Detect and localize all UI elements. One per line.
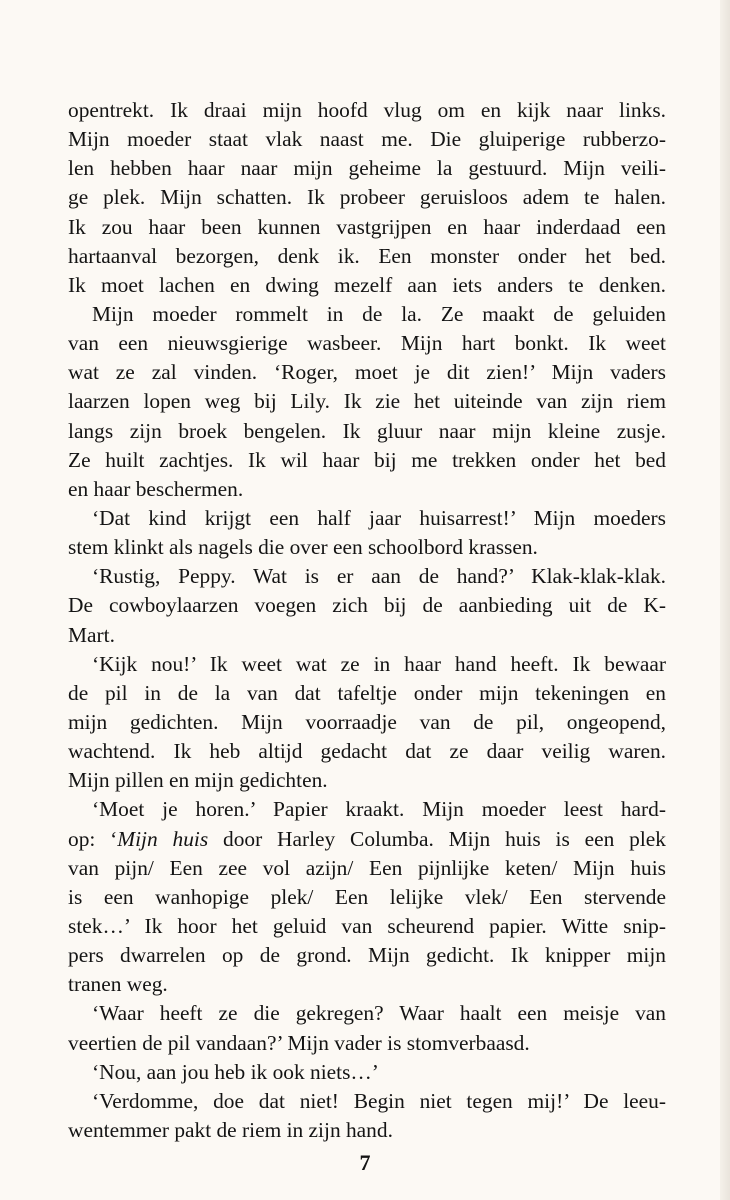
- text-line: mijn gedichten. Mijn voorraadje van de pil, ongeopend,: [68, 709, 666, 734]
- text-line: Mijn moeder rommelt in de la. Ze maakt de geluiden: [92, 301, 666, 326]
- text-line: ‘Nou, aan jou heb ik ook niets…’: [92, 1059, 379, 1084]
- text-line: ge plek. Mijn schatten. Ik probeer geruisloos adem te halen.: [68, 185, 666, 210]
- text-line: ‘Waar heeft ze die gekregen? Waar haalt een meisje van: [92, 1001, 666, 1026]
- text-line: Ik zou haar been kunnen vastgrijpen en haar inderdaad een: [68, 214, 666, 239]
- text-line: ‘Rustig, Peppy. Wat is er aan de hand?’ Klak-klak-klak.: [92, 564, 666, 589]
- text-line: len hebben haar naar mijn geheime la gestuurd. Mijn veili-: [68, 156, 666, 181]
- text-line: ‘Dat kind krijgt een half jaar huisarrest!’ Mijn moeders: [92, 505, 666, 530]
- text-line: van een nieuwsgierige wasbeer. Mijn hart bonkt. Ik weet: [68, 331, 666, 356]
- text-line: langs zijn broek bengelen. Ik gluur naar mijn kleine zusje.: [68, 418, 666, 443]
- text-line: de pil in de la van dat tafeltje onder mijn tekeningen en: [68, 680, 666, 705]
- text-fragment: door Harley Columba. Mijn huis is een plek: [208, 826, 666, 851]
- text-line: is een wanhopige plek/ Een lelijke vlek/ Een stervende: [68, 884, 666, 909]
- text-line: tranen weg.: [68, 972, 168, 997]
- text-line: ‘Moet je horen.’ Papier kraakt. Mijn moeder leest hard-: [92, 797, 666, 822]
- text-line: Ik moet lachen en dwing mezelf aan iets anders te denken.: [68, 272, 666, 297]
- text-line: hartaanval bezorgen, denk ik. Een monster onder het bed.: [68, 243, 666, 268]
- text-line: pers dwarrelen op de grond. Mijn gedicht. Ik knipper mijn: [68, 943, 666, 968]
- text-line: ‘Kijk nou!’ Ik weet wat ze in haar hand heeft. Ik bewaar: [92, 651, 666, 676]
- page-body-text: [68, 96, 666, 1145]
- text-line: laarzen lopen weg bij Lily. Ik zie het uiteinde van zijn riem: [68, 389, 666, 414]
- poem-title: Mijn huis: [117, 826, 209, 851]
- text-line: wachtend. Ik heb altijd gedacht dat ze daar veilig waren.: [68, 739, 666, 764]
- text-line-with-title: [68, 825, 666, 854]
- text-line: De cowboylaarzen voegen zich bij de aanbieding uit de K-: [68, 593, 666, 618]
- text-line: Mijn pillen en mijn gedichten.: [68, 768, 328, 793]
- text-line: Mijn moeder staat vlak naast me. Die gluiperige rubberzo-: [68, 127, 666, 152]
- text-line: opentrekt. Ik draai mijn hoofd vlug om en kijk naar links.: [68, 98, 666, 122]
- text-fragment: op: ‘: [68, 826, 118, 851]
- text-line: veertien de pil vandaan?’ Mijn vader is stomverbaasd.: [68, 1030, 530, 1055]
- text-line: stem klinkt als nagels die over een schoolbord krassen.: [68, 535, 538, 560]
- text-line: Mart.: [68, 622, 115, 647]
- text-line: wat ze zal vinden. ‘Roger, moet je dit zien!’ Mijn vaders: [68, 360, 666, 385]
- page-edge: [720, 0, 730, 1200]
- page-number: 7: [359, 1150, 371, 1175]
- text-line: van pijn/ Een zee vol azijn/ Een pijnlijke keten/ Mijn huis: [68, 855, 666, 880]
- text-line: wentemmer pakt de riem in zijn hand.: [68, 1117, 393, 1142]
- text-line: stek…’ Ik hoor het geluid van scheurend papier. Witte snip-: [68, 913, 666, 938]
- text-line: ‘Verdomme, doe dat niet! Begin niet tegen mij!’ De leeu-: [92, 1088, 666, 1113]
- text-line: Ze huilt zachtjes. Ik wil haar bij me trekken onder het bed: [68, 447, 666, 472]
- text-line: en haar beschermen.: [68, 476, 244, 501]
